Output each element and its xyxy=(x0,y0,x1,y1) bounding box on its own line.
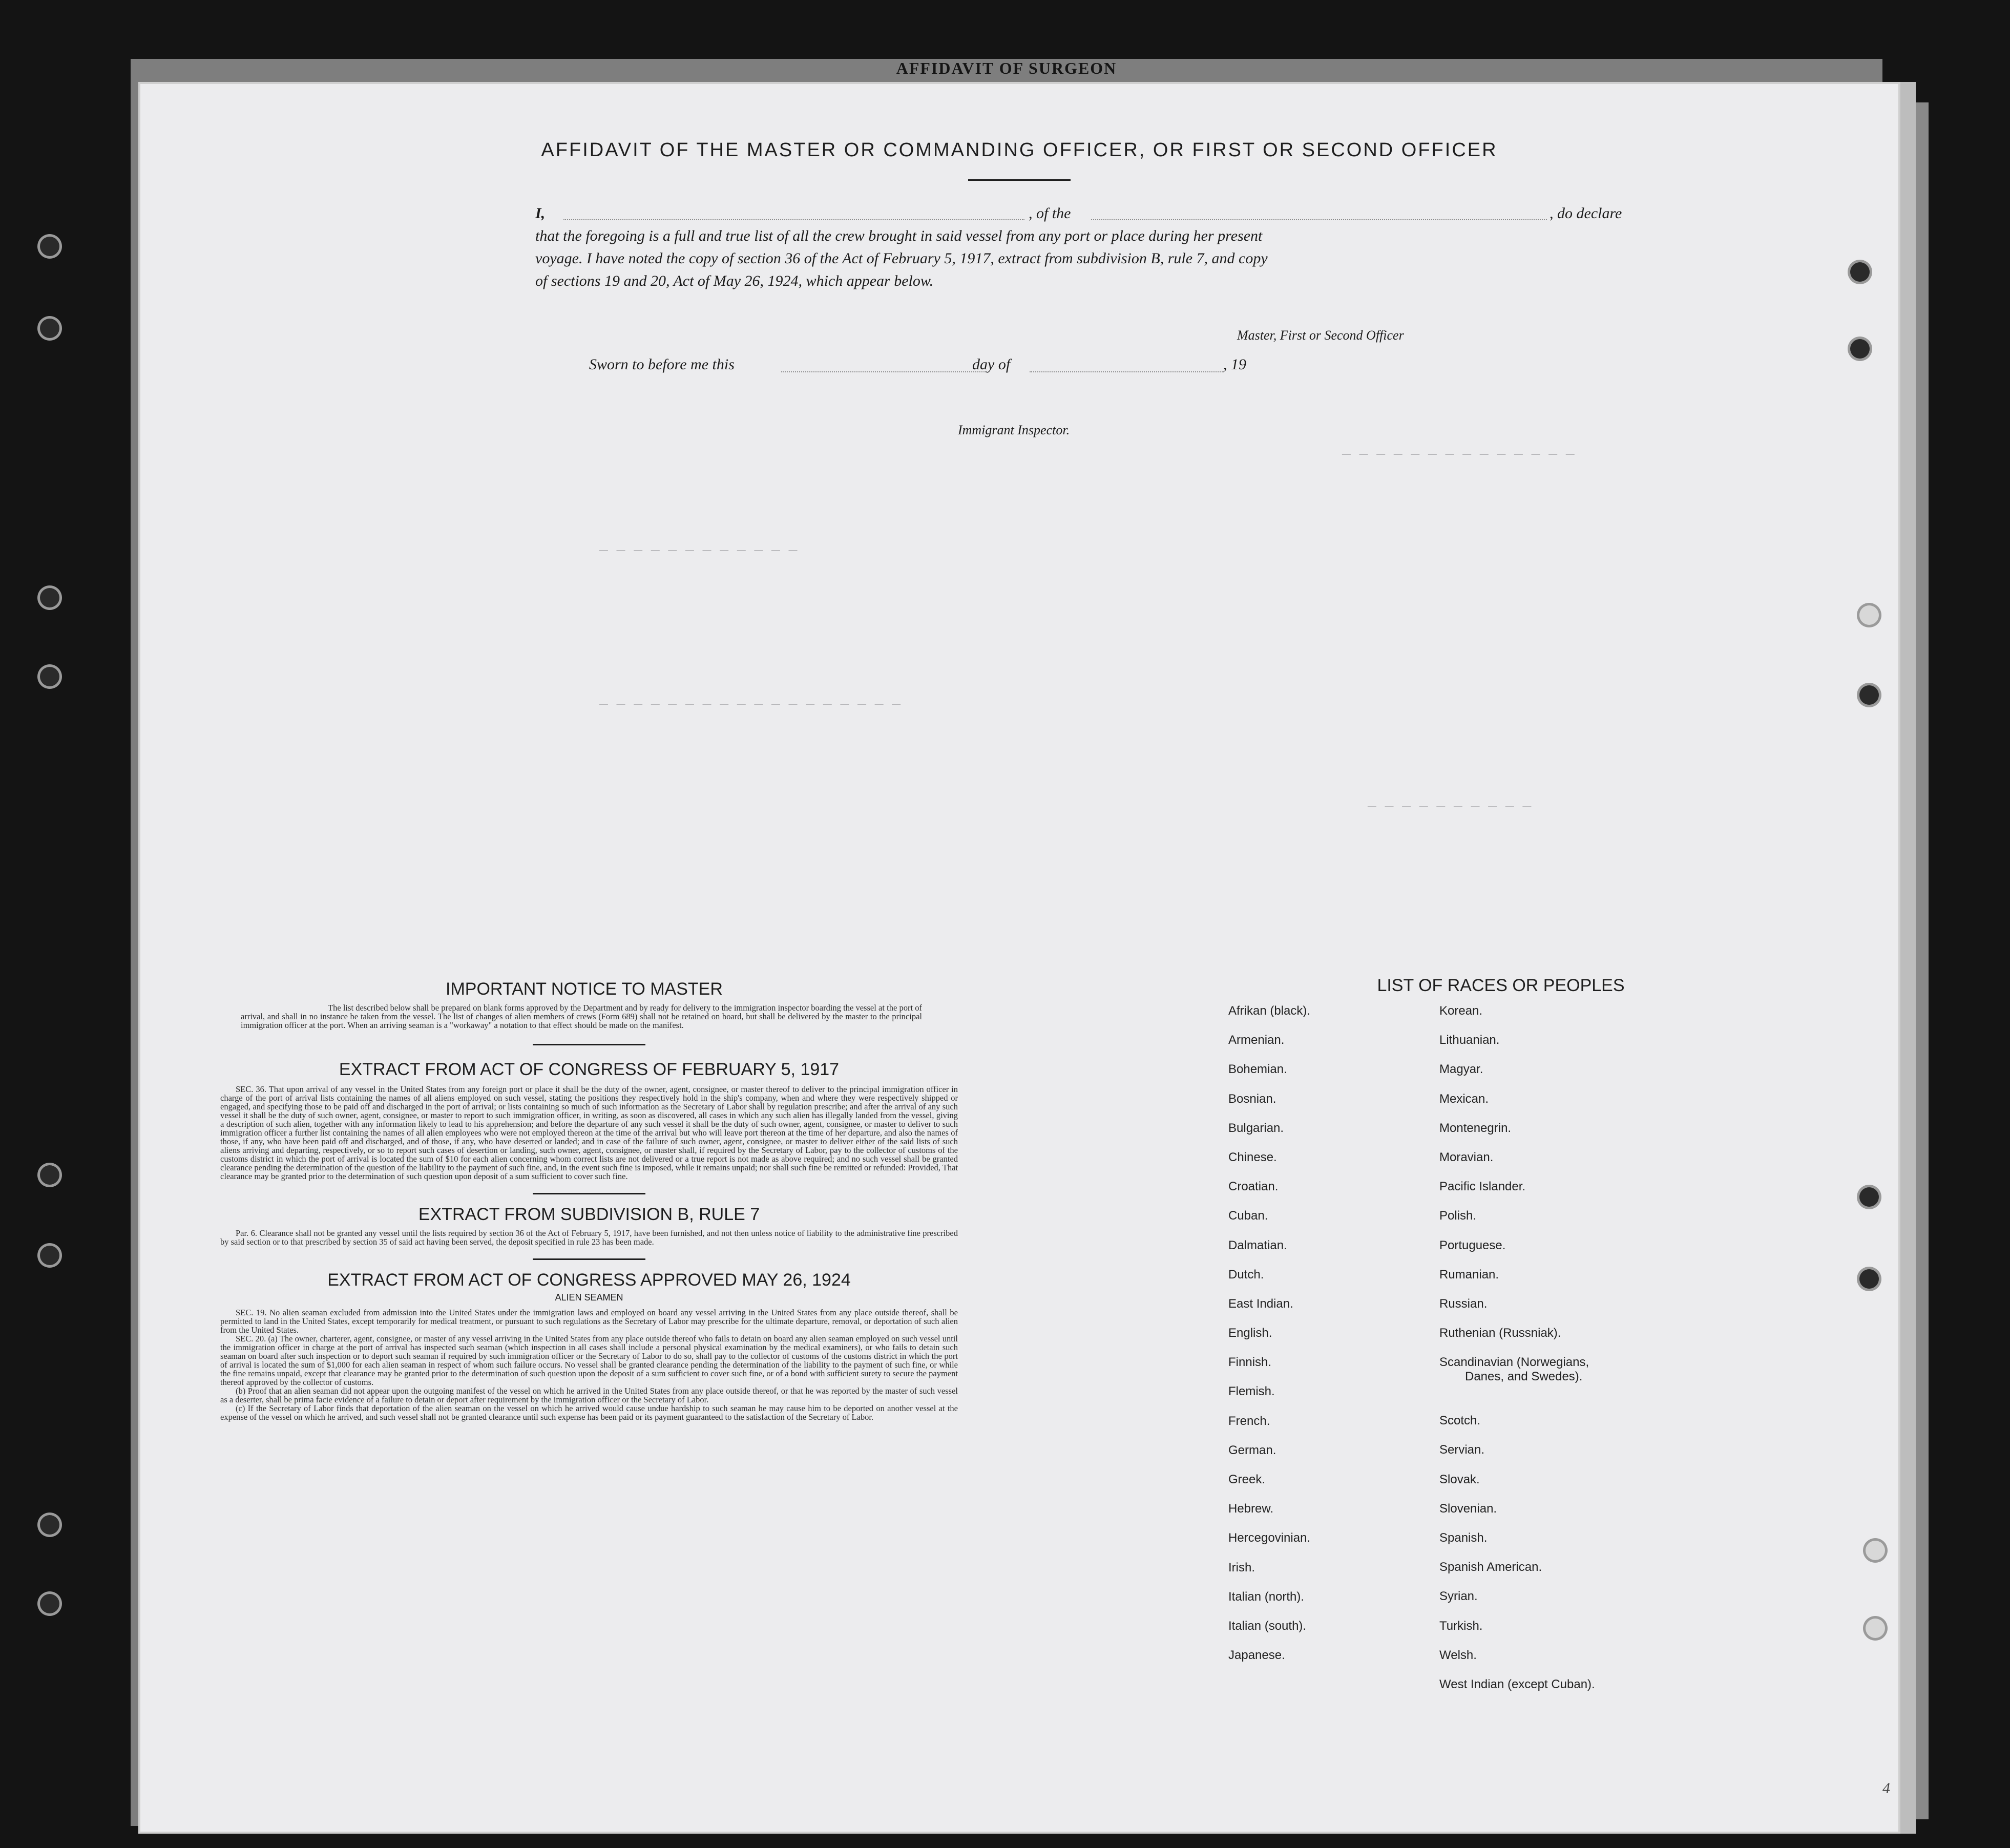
binder-hole xyxy=(1859,605,1879,625)
binder-hole xyxy=(1859,1187,1879,1207)
race-item: Italian (north). xyxy=(1228,1589,1305,1604)
race-item: Afrikan (black). xyxy=(1228,1004,1311,1018)
extract-1924-sec20c: (c) If the Secretary of Labor finds that deportation of the alien seaman on the vessel on which he arrived would cause undue hardship to such seaman he may cause him to be deported on another vessel at the expense of the vessel on which he arrived, and such vessel shall not be granted clearance until such expense has been paid or its payment guaranteed to the satisfaction of the Secretary of Labor. xyxy=(220,1403,958,1422)
race-item: Croatian. xyxy=(1228,1180,1279,1194)
binder-hole xyxy=(40,667,59,686)
document-page xyxy=(138,82,1900,1834)
extract-1924-sec20b: (b) Proof that an alien seaman did not appear upon the outgoing manifest of the vessel on which he arrived in the United States from any place outside thereof, or that he was reported by the master of such vessel as a deserter, shall be prima facie evidence of a failure to detain or deport after requirement by the immigration officer or the Secretary of Labor. xyxy=(220,1386,958,1404)
race-item: Irish. xyxy=(1228,1560,1255,1574)
page-edge xyxy=(1900,82,1916,1834)
notice-section xyxy=(210,979,968,1421)
back-form-title: AFFIDAVIT OF SURGEON xyxy=(896,59,1117,77)
notice-title: IMPORTANT NOTICE TO MASTER xyxy=(446,979,723,999)
race-item: Scotch. xyxy=(1439,1414,1481,1428)
race-item: Servian. xyxy=(1439,1443,1485,1457)
race-item: Scandinavian (Norwegians, xyxy=(1439,1355,1589,1370)
sworn-day-field xyxy=(781,371,986,372)
section-rule xyxy=(533,1044,645,1045)
declarant-name-field xyxy=(563,219,1024,220)
binder-hole xyxy=(40,319,59,338)
race-item: Rumanian. xyxy=(1439,1267,1499,1282)
race-item: Polish. xyxy=(1439,1209,1477,1223)
section-rule xyxy=(533,1193,645,1194)
race-item: Russian. xyxy=(1439,1296,1488,1311)
race-item: Cuban. xyxy=(1228,1209,1268,1223)
affidavit-line-3: voyage. I have noted the copy of section 36 of the Act of February 5, 1917, extract from subdivision B, rule 7, and copy xyxy=(535,250,1268,267)
extract-1924-sec20a: SEC. 20. (a) The owner, charterer, agent, consignee, or master of any vessel arriving in the United States from any place outside thereof who fails to detain on board any alien seaman employed on such vessel until the immigration officer in charge at the port of arrival has inspected such seaman (which inspection in all cases shall include a personal physical examination by the medical examiners), or who fails to detain such seaman on board after such inspection or to deport such seaman if required by such immigration officer or the Secretary of Labor to do so, shall pay to the collector of customs of the customs district in which the port of arrival is located the sum of $1,000 for each alien seaman in respect of whom such failure occurs. No vessel shall be granted clearance pending the determination of the liability to the payment of such fine, or while the fine remains unpaid, except that clearance may be granted prior to the determination of such question upon the deposit of a sum sufficient to cover such fine, or of a bond with sufficient surety to secure the payment thereof approved by the collector of customs. xyxy=(220,1334,958,1387)
race-item: Montenegrin. xyxy=(1439,1121,1512,1135)
race-item: Slovak. xyxy=(1439,1472,1480,1486)
binder-hole xyxy=(40,1515,59,1535)
race-item: Danes, and Swedes). xyxy=(1465,1370,1583,1384)
affidavit-line-2: that the foregoing is a full and true list of all the crew brought in said vessel from any port or place during her present xyxy=(535,227,1263,244)
binder-hole xyxy=(40,1246,59,1265)
binder-hole xyxy=(40,1165,59,1185)
race-item: Turkish. xyxy=(1439,1619,1483,1633)
extract-1917-body: SEC. 36. That upon arrival of any vessel in the United States from any foreign port or place it shall be the duty of the owner, agent, consignee, or master thereof to deliver to the principal immigration officer in charge of the port of arrival lists containing the names of all aliens employed on such vessel, stating the positions they respectively hold in the ship's company, when and where they were respectively shipped or engaged, and specifying those to be paid off and discharged in the port of arrival; or lists containing so much of such information as the Secretary of Labor shall by regulation prescribe; and after the arrival of any such vessel it shall be the duty of such owner, agent, consignee, or master to report to such immigration officer, in writing, as soon as discovered, all cases in which any such alien has illegally landed from the vessel, giving a description of such alien, together with any information likely to lead to his apprehension; and before the departure of any such vessel it shall be the duty of such owner, agent, consignee, or master to deliver to such immigration officer a further list containing the names of all alien employees who were not employed thereon at the time of the arrival but who will leave port thereon at the time of her departure, and also the names of those, if any, who have been paid off and discharged, and of those, if any, who have deserted or landed; and in case of the failure of such owner, agent, consignee, or master to deliver either of the said lists of such aliens arriving and departing, respectively, or so to report such cases of desertion or landing, such owner, agent, consignee, or master shall, if required by the Secretary of Labor, pay to the collector of customs of the customs district in which the port of arrival is located the sum of $10 for each alien concerning whom correct lists are not delivered or a true report is not made as above required; and no such vessel shall be granted clearance pending the determination of the question of the liability to the payment of such fine, and, in the event such fine is imposed, while it remains unpaid; nor shall such fine be remitted or refunded: Provided, That clearance may be granted prior to the determination of such question upon deposit of a sum sufficient to cover such fine. xyxy=(220,1084,958,1181)
binder-hole xyxy=(1866,1619,1885,1638)
inspector-signature-label: Immigrant Inspector. xyxy=(958,423,1070,437)
race-item: German. xyxy=(1228,1443,1276,1457)
title-rule xyxy=(968,179,1071,181)
race-item: Armenian. xyxy=(1228,1033,1285,1047)
race-item: East Indian. xyxy=(1228,1296,1293,1311)
page-edge-back xyxy=(1916,102,1929,1819)
bleed-through-text: — — — — — — — — — — — — xyxy=(599,543,798,559)
race-item: Flemish. xyxy=(1228,1384,1275,1399)
extract-1924-sec19: SEC. 19. No alien seaman excluded from admission into the United States under the immigration laws and employed on board any vessel arriving in the United States from any place outside thereof, shall be permitted to land in the United States, except temporarily for medical treatment, or pursuant to such regulations as the Secretary of Labor may prescribe for the ultimate departure, removal, or deportation of such alien from the United States. xyxy=(220,1308,958,1335)
notice-body: The list described below shall be prepared on blank forms approved by the Department and by ready for delivery to the immigration inspector boarding the vessel at the port of arrival, and shall in no instance be taken from the vessel. The list of changes of alien members of crews (Form 689) shall not be retained on board, but shall be delivered by the master to the principal immigration officer at the port. When an arriving seaman is a "workaway" a notation to that effect should be made on the manifest. xyxy=(241,1003,922,1030)
extract-rule7-body: Par. 6. Clearance shall not be granted any vessel until the lists required by section 36 of the Act of February 5, 1917, have been furnished, and not then unless notice of liability to the administrative fine prescribed by said section or to that prescribed by section 35 of said act having been served, the deposit specified in rule 23 has been made. xyxy=(220,1228,958,1247)
race-item: Portuguese. xyxy=(1439,1238,1506,1252)
binder-hole xyxy=(1866,1541,1885,1560)
races-title: LIST OF RACES OR PEOPLES xyxy=(1377,976,1625,995)
race-item: Chinese. xyxy=(1228,1150,1277,1164)
binder-hole xyxy=(40,1594,59,1613)
extract-1924-title: EXTRACT FROM ACT OF CONGRESS APPROVED MAY 26, 1924 xyxy=(327,1270,851,1290)
race-item: Bohemian. xyxy=(1228,1062,1287,1077)
sworn-month-field xyxy=(1030,371,1224,372)
race-item: Hercegovinian. xyxy=(1228,1531,1311,1545)
race-item: Spanish. xyxy=(1439,1531,1488,1545)
extract-rule7-title: EXTRACT FROM SUBDIVISION B, RULE 7 xyxy=(418,1205,760,1224)
margin-note: 4 xyxy=(1882,1780,1890,1797)
bleed-through-text: — — — — — — — — — — xyxy=(1368,799,1532,815)
binder-hole xyxy=(1850,262,1870,282)
race-item: Magyar. xyxy=(1439,1062,1483,1077)
bleed-through-text: — — — — — — — — — — — — — — xyxy=(1342,447,1575,463)
race-item: Pacific Islander. xyxy=(1439,1180,1526,1194)
section-rule xyxy=(533,1258,645,1260)
race-item: Italian (south). xyxy=(1228,1619,1307,1633)
races-right-column xyxy=(1439,1004,1595,1707)
sworn-text: Sworn to before me this xyxy=(589,356,735,373)
officer-signature-label: Master, First or Second Officer xyxy=(1237,328,1404,343)
binder-hole xyxy=(40,588,59,607)
affidavit-line-4: of sections 19 and 20, Act of May 26, 1924, which appear below. xyxy=(535,272,934,289)
race-item: Lithuanian. xyxy=(1439,1033,1500,1047)
race-item: English. xyxy=(1228,1326,1272,1340)
race-item: Dutch. xyxy=(1228,1267,1264,1282)
race-item: Dalmatian. xyxy=(1228,1238,1287,1252)
bleed-through-text: — — — — — — — — — — — — — — — — — — xyxy=(599,697,901,712)
race-item: Hebrew. xyxy=(1228,1502,1274,1516)
race-item: Greek. xyxy=(1228,1473,1266,1486)
declare-text: , do declare xyxy=(1550,205,1622,222)
binder-hole xyxy=(1859,1269,1879,1289)
binder-hole xyxy=(1859,685,1879,705)
race-item: Bosnian. xyxy=(1228,1091,1276,1106)
race-item: Slovenian. xyxy=(1439,1501,1497,1516)
day-of-text: day of xyxy=(972,356,1011,373)
race-item: Mexican. xyxy=(1439,1091,1489,1106)
binder-hole xyxy=(1850,339,1870,359)
race-item: French. xyxy=(1228,1414,1270,1428)
extract-1924-subtitle: ALIEN SEAMEN xyxy=(555,1292,623,1303)
year-prefix: , 19 xyxy=(1223,356,1246,373)
binder-hole xyxy=(40,237,59,256)
race-item: Korean. xyxy=(1439,1004,1483,1018)
race-item: Spanish American. xyxy=(1439,1560,1542,1574)
vessel-name-field xyxy=(1091,219,1547,220)
race-item: Bulgarian. xyxy=(1228,1121,1284,1135)
extract-1917-title: EXTRACT FROM ACT OF CONGRESS OF FEBRUARY 5, 1917 xyxy=(339,1060,840,1079)
race-item: Ruthenian (Russniak). xyxy=(1439,1326,1561,1340)
race-item: Welsh. xyxy=(1439,1648,1477,1662)
declarant-prefix: I, xyxy=(535,205,546,222)
race-item: Syrian. xyxy=(1439,1589,1478,1604)
of-the-text: , of the xyxy=(1029,205,1071,222)
races-left-column xyxy=(1228,1004,1310,1677)
affidavit-title: AFFIDAVIT OF THE MASTER OR COMMANDING OFFICER, OR FIRST OR SECOND OFFICER xyxy=(541,139,1498,161)
race-item: Moravian. xyxy=(1439,1150,1494,1164)
race-item: Finnish. xyxy=(1228,1355,1272,1370)
race-item: West Indian (except Cuban). xyxy=(1439,1677,1595,1691)
race-item: Japanese. xyxy=(1228,1648,1285,1663)
